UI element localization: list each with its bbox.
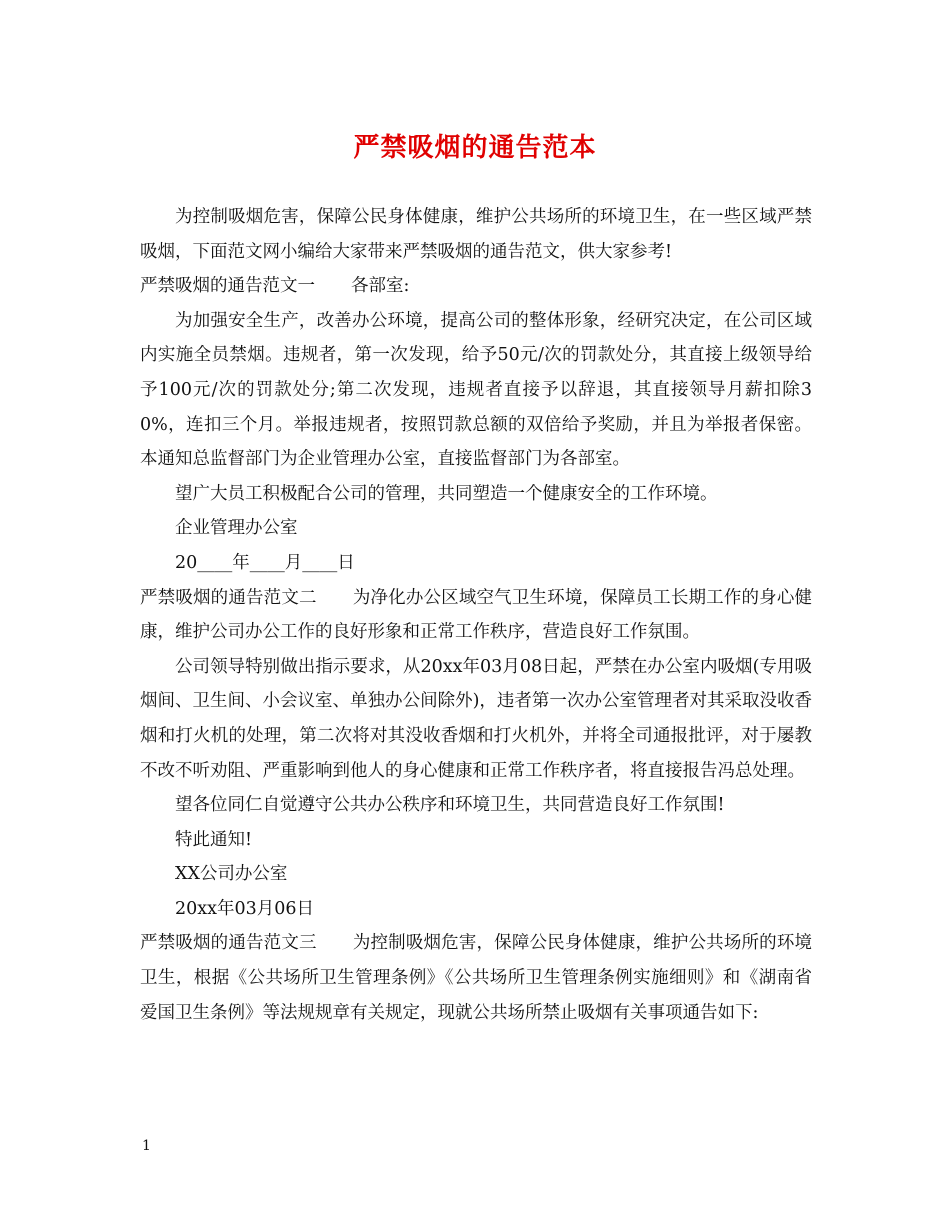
sample2-hope: 望各位同仁自觉遵守公共办公秩序和环境卫生，共同营造良好工作氛围! — [175, 795, 725, 816]
sample2-body: 公司领导特别做出指示要求，从20xx年03月08日起，严禁在办公室内吸烟(专用吸烟间、卫生间、小会议室、单独办公间除外)，违者第一次办公室管理者对其采取没收香烟和打火机的处理，第二次将对其没收香烟和打火机外，并将全司通报批评，对于屡教不改不听劝阻、严重影响到他人的身心健康和正常工作秩序者，将直接报告冯总处理。 — [140, 656, 812, 781]
sample1-recipient: 各部室: — [351, 276, 410, 297]
sample1-heading: 严禁吸烟的通告范文一 — [140, 276, 315, 297]
sample2-notice: 特此通知! — [175, 829, 253, 850]
sample3-heading: 严禁吸烟的通告范文三 — [140, 933, 317, 954]
sample2-heading-line — [140, 581, 812, 650]
page-number: 1 — [142, 1138, 151, 1154]
sample2-lead: 为净化办公区域空气卫生环境，保障员工长期工作的身心健康，维护公司办公工作的良好形象和正常工作秩序，营造良好工作氛围。 — [140, 587, 813, 643]
document-body — [140, 200, 812, 1030]
sample2-signature: XX公司办公室 — [175, 864, 288, 885]
intro-paragraph: 为控制吸烟危害，保障公民身体健康，维护公共场所的环境卫生，在一些区域严禁吸烟，下面范文网小编给大家带来严禁吸烟的通告范文，供大家参考! — [140, 207, 812, 262]
sample1-hope: 望广大员工积极配合公司的管理，共同塑造一个健康安全的工作环境。 — [175, 483, 718, 504]
sample2-date: 20xx年03月06日 — [175, 898, 315, 919]
sample1-date: 20____年____月____日 — [175, 552, 355, 573]
page-title: 严禁吸烟的通告范本 — [353, 133, 597, 163]
sample1-heading-line — [140, 269, 812, 304]
sample1-signature: 企业管理办公室 — [175, 518, 298, 539]
sample1-body: 为加强安全生产，改善办公环境，提高公司的整体形象，经研究决定，在公司区域内实施全员禁烟。违规者，第一次发现，给予50元/次的罚款处分，其直接上级领导给予100元/次的罚款处分;第二次发现，违规者直接予以辞退，其直接领导月薪扣除30%，连扣三个月。举报违规者，按照罚款总额的双倍给予奖励，并且为举报者保密。本通知总监督部门为企业管理办公室，直接监督部门为各部室。 — [140, 310, 812, 470]
sample3-heading-line — [140, 926, 812, 1030]
sample2-heading: 严禁吸烟的通告范文二 — [140, 587, 317, 608]
sample3-lead: 为控制吸烟危害，保障公民身体健康，维护公共场所的环境卫生，根据《公共场所卫生管理条例》《公共场所卫生管理条例实施细则》和《湖南省爱国卫生条例》等法规规章有关规定，现就公共场所禁止吸烟有关事项通告如下: — [140, 933, 813, 1023]
